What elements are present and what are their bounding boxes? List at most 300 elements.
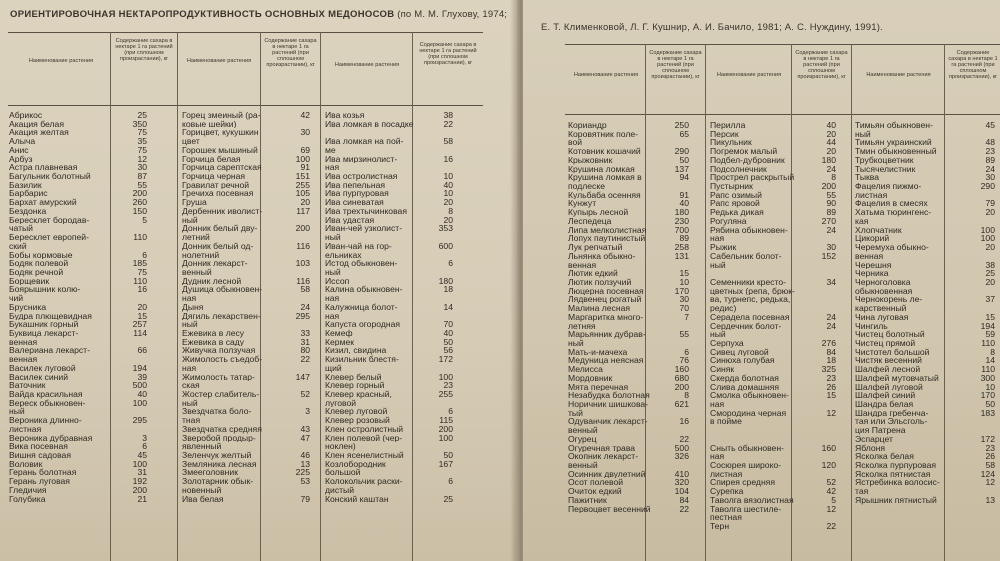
header-bottom-rule (565, 114, 1000, 115)
plant-name: Гравилат речной (182, 180, 250, 190)
plant-name: Шандра белая (855, 400, 914, 409)
plant-name: Смородина черная (710, 408, 787, 418)
table-row (325, 189, 455, 198)
table-row (710, 435, 838, 444)
table-row (9, 303, 149, 312)
sugar-value: 12 (985, 478, 995, 488)
plant-name: Ива ломкая на пой- (325, 137, 404, 146)
sugar-value: 7 (684, 312, 689, 322)
table-row (182, 181, 312, 190)
plant-name: Сердечник болот- (710, 321, 782, 331)
sugar-value: 18 (443, 285, 453, 295)
sugar-value: 89 (679, 234, 689, 244)
table-row (9, 416, 149, 425)
table-row (182, 259, 312, 268)
plant-name: Кизильник блестя- (325, 355, 399, 364)
sugar-value: 110 (981, 338, 995, 348)
table-row (182, 468, 312, 477)
table-row (568, 470, 691, 479)
plant-name: тая (855, 487, 869, 496)
sugar-value (310, 416, 312, 425)
plant-name: Люцерна посевная (568, 286, 644, 296)
plant-name: Фацелия пижмо- (855, 182, 922, 191)
plant-name: ская (182, 381, 200, 390)
plant-name: Огурец (568, 434, 597, 444)
table-row (9, 338, 149, 347)
plant-name: Бересклет бородав- (9, 215, 90, 225)
plant-name: Алыча (9, 137, 36, 146)
plant-name: Донник лекарст- (182, 259, 248, 268)
sugar-value: 20 (985, 243, 995, 252)
sugar-value: 114 (133, 328, 147, 338)
table-row (182, 163, 312, 172)
table-row (855, 496, 997, 505)
sugar-value: 100 (295, 154, 310, 164)
sugar-value: 58 (300, 285, 310, 295)
sugar-value: 42 (826, 487, 836, 496)
plant-name: Чистец болотный (855, 330, 925, 339)
plant-name: Спирея средняя (710, 478, 775, 488)
table-row (568, 208, 691, 217)
sugar-value (836, 261, 838, 270)
sugar-value: 200 (132, 485, 147, 495)
table-row (325, 207, 455, 216)
sugar-value: 167 (438, 459, 453, 469)
table-row (568, 295, 691, 304)
sugar-value (689, 322, 691, 331)
table-row (855, 287, 997, 296)
plant-name: Чина луговая (855, 312, 909, 322)
table-row (710, 356, 838, 365)
plant-name: Брусника (9, 302, 47, 312)
table-row (325, 242, 455, 251)
table-row (710, 217, 838, 226)
table-row (325, 399, 455, 408)
table-row (182, 120, 312, 129)
sugar-value: 152 (821, 251, 836, 261)
sugar-value: 55 (679, 330, 689, 339)
table-row (325, 451, 455, 460)
sugar-value (995, 287, 997, 296)
table-row (710, 243, 838, 252)
plant-name: Воловик (9, 459, 43, 469)
table-row (325, 425, 455, 434)
plant-name: новенный (182, 485, 222, 495)
table-row (855, 391, 997, 400)
table-row (568, 409, 691, 418)
plant-name: Ива синеватая (325, 198, 384, 207)
table-row (9, 407, 149, 416)
table-row (325, 364, 455, 373)
plant-name: Ива пурпуровая (325, 189, 389, 199)
table-row (568, 173, 691, 182)
sugar-value: 38 (443, 111, 453, 120)
plant-name: Трубкоцветник (855, 155, 914, 165)
sugar-value (310, 251, 312, 260)
plant-name: Подсолнечник (710, 164, 767, 174)
plant-name: Жимолость татар- (182, 372, 255, 382)
column-header-name: Наименование растения (186, 58, 252, 64)
table-row (9, 312, 149, 321)
plant-name: Кульбаба осенняя (568, 190, 641, 200)
plant-name: Земляника лесная (182, 459, 257, 469)
sugar-value: 192 (132, 477, 147, 486)
table-row (9, 111, 149, 120)
table-row (855, 278, 997, 287)
table-row (568, 287, 691, 296)
sugar-value (453, 233, 455, 242)
table-row (9, 285, 149, 294)
sugar-value: 320 (674, 478, 689, 488)
table-row (568, 461, 691, 470)
sugar-value (836, 452, 838, 461)
sugar-value: 8 (448, 206, 453, 216)
plant-name: Горчица черная (182, 172, 246, 181)
plant-name: Рапс озимый (710, 190, 762, 200)
plant-name: Перилла (710, 121, 746, 130)
plant-name: Кизил, свидина (325, 346, 387, 356)
table-row (568, 339, 691, 348)
sugar-value (689, 461, 691, 470)
table-row (568, 417, 691, 426)
sugar-value: 258 (674, 243, 689, 252)
table-column-3 (325, 111, 455, 503)
table-row (182, 407, 312, 416)
sugar-value (310, 137, 312, 146)
table-row (710, 234, 838, 243)
table-row (9, 477, 149, 486)
plant-name: Горец змеиный (ра- (182, 111, 261, 120)
table-row (182, 434, 312, 443)
plant-name: Герань болотная (9, 468, 77, 478)
plant-name: редис) (710, 304, 737, 313)
sugar-value: 20 (300, 198, 310, 207)
plant-name: Крыжовник (568, 155, 613, 165)
plant-name: Таволга вязолистная (710, 495, 794, 505)
plant-name: Звездчатка боло- (182, 407, 252, 417)
plant-name: Крушина ломкая (568, 164, 635, 174)
table-row (855, 234, 997, 243)
plant-name: Осинник двулетний (568, 469, 646, 479)
plant-name: Пажитник (568, 495, 607, 505)
plant-name: Осот полевой (568, 478, 624, 488)
sugar-value: 90 (826, 199, 836, 209)
plant-name: Бездонка (9, 206, 47, 216)
sugar-value: 45 (137, 451, 147, 460)
plant-name: Вероника длинно- (9, 416, 82, 425)
sugar-value: 16 (443, 154, 453, 164)
table-row (182, 268, 312, 277)
table-row (182, 495, 312, 504)
plant-name: Чернокорень ле- (855, 295, 923, 305)
plant-name: пестная (710, 513, 742, 523)
sugar-value: 276 (821, 338, 836, 348)
sugar-value: 84 (679, 495, 689, 505)
table-row (182, 320, 312, 329)
table-row (568, 243, 691, 252)
table-row (568, 182, 691, 191)
sugar-value: 200 (821, 182, 836, 191)
sugar-value: 150 (132, 206, 147, 216)
sugar-value: 290 (980, 182, 995, 191)
sugar-value: 30 (826, 243, 836, 252)
sugar-value: 6 (448, 259, 453, 268)
column-header-sugar: Содержание сахара в нектаре 1 га растений (при сплошном произрастании), кг (948, 50, 998, 80)
table-row (325, 277, 455, 286)
plant-name: Анис (9, 145, 29, 155)
plant-name: Будра плющевидная (9, 311, 92, 321)
sugar-value (836, 426, 838, 435)
plant-name: Иссоп (325, 276, 350, 286)
table-row (710, 165, 838, 174)
plant-name: Змееголовник (182, 468, 238, 478)
table-row (182, 224, 312, 233)
plant-name: Сныть обыкновен- (710, 443, 784, 453)
plant-name: Борщевик (9, 276, 50, 286)
table-row (710, 452, 838, 461)
plant-name: Буквица лекарст- (9, 328, 79, 338)
sugar-value: 24 (826, 225, 836, 235)
sugar-value: 8 (684, 391, 689, 400)
sugar-value: 295 (295, 311, 310, 321)
plant-name: ный (710, 330, 726, 339)
table-row (710, 339, 838, 348)
plant-name: Огуречная трава (568, 443, 636, 453)
table-row (855, 156, 997, 165)
sugar-value: 14 (985, 356, 995, 366)
table-row (568, 391, 691, 400)
plant-name: Малина лесная (568, 304, 631, 313)
sugar-value: 15 (137, 311, 147, 321)
table-row (325, 233, 455, 242)
table-row (855, 330, 997, 339)
column-header-sugar: Содержание сахара в нектаре 1 га растений (при сплошном произрастании), кг (264, 38, 317, 68)
sugar-value: 180 (674, 208, 689, 217)
plant-name: венная (9, 337, 38, 347)
plant-name: ная (325, 163, 340, 173)
sugar-value: 37 (985, 295, 995, 305)
table-row (9, 399, 149, 408)
sugar-value: 24 (826, 164, 836, 174)
sugar-value: 75 (137, 145, 147, 155)
table-row (9, 251, 149, 260)
sugar-value: 91 (300, 163, 310, 173)
table-row (568, 138, 691, 147)
plant-name: Черешня (855, 260, 892, 270)
table-row (710, 138, 838, 147)
table-row (325, 303, 455, 312)
sugar-value: 91 (679, 190, 689, 200)
table-row (9, 233, 149, 242)
sugar-value: 23 (826, 373, 836, 383)
sugar-value: 45 (985, 121, 995, 130)
table-row (325, 329, 455, 338)
sugar-value: 250 (674, 121, 689, 130)
table-row (710, 478, 838, 487)
table-row (9, 242, 149, 251)
sugar-value (147, 425, 149, 434)
plant-name: Ива пепельная (325, 180, 386, 190)
sugar-value: 56 (443, 346, 453, 356)
plant-name: Ясколка белая (855, 452, 914, 462)
table-row (710, 444, 838, 453)
table-row (710, 522, 838, 531)
plant-name: Персик (710, 129, 739, 139)
table-column-2 (182, 111, 312, 503)
table-row (855, 478, 997, 487)
table-row (325, 320, 455, 329)
plant-name: ная (710, 234, 725, 244)
table-row (568, 435, 691, 444)
table-row (710, 199, 838, 208)
sugar-value (836, 513, 838, 522)
plant-name: Горицвет, кукушкин (182, 128, 259, 138)
table-column-6 (855, 121, 997, 505)
sugar-value: 100 (132, 398, 147, 408)
sugar-value: 40 (137, 390, 147, 399)
table-row (9, 425, 149, 434)
sugar-value: 300 (980, 373, 995, 383)
sugar-value: 15 (985, 312, 995, 322)
plant-name: Тимьян украинский (855, 138, 932, 148)
table-row (855, 365, 997, 374)
sugar-value (147, 242, 149, 251)
sugar-value (310, 233, 312, 242)
plant-name: Голубика (9, 494, 46, 504)
plant-name: Мордовник (568, 373, 613, 383)
plant-name: Вереск обыкновен- (9, 398, 86, 408)
sugar-value: 79 (985, 199, 995, 209)
plant-name: Кемеф (325, 328, 353, 338)
sugar-value: 75 (137, 267, 147, 277)
table-row (9, 364, 149, 373)
plant-name: Клевер белый (325, 372, 382, 382)
sugar-value: 38 (985, 260, 995, 270)
plant-name: листная (855, 190, 888, 200)
sugar-value: 26 (826, 382, 836, 392)
sugar-value: 84 (826, 347, 836, 357)
table-row (855, 182, 997, 191)
table-row (855, 165, 997, 174)
table-row (182, 128, 312, 137)
sugar-value (689, 426, 691, 435)
plant-name: Калина обыкновен- (325, 285, 403, 295)
sugar-value: 66 (137, 346, 147, 356)
plant-name (710, 426, 836, 435)
table-row (182, 216, 312, 225)
table-row (9, 381, 149, 390)
plant-name: вой (568, 138, 583, 148)
sugar-value: 43 (300, 424, 310, 434)
plant-name: Крушина ломкая в (568, 173, 642, 183)
plant-name: ва, турнепс, редька, (710, 295, 791, 305)
sugar-value: 700 (674, 225, 689, 235)
table-row (325, 216, 455, 225)
table-row (9, 451, 149, 460)
table-row (9, 355, 149, 364)
plant-name: Сосюрея широко- (710, 461, 782, 470)
table-row (568, 374, 691, 383)
table-row (325, 416, 455, 425)
plant-name: Иван-чай на гор- (325, 241, 392, 251)
table-row (710, 269, 838, 278)
sugar-value: 116 (296, 241, 310, 251)
plant-name: Истод обыкновен- (325, 259, 398, 268)
plant-name: Лютик едкий (568, 269, 618, 278)
sugar-value (995, 130, 997, 139)
sugar-value: 12 (826, 504, 836, 514)
column-header-sugar: Содержание сахара в нектаре 1 га растений (при сплошном произрастании), кг (795, 50, 848, 80)
table-row (855, 295, 997, 304)
table-row (710, 365, 838, 374)
sugar-value: 16 (679, 417, 689, 427)
sugar-value: 31 (300, 337, 310, 347)
table-title-left: ОРИЕНТИРОВОЧНАЯ НЕКТАРОПРОДУКТИВНОСТЬ ОСНОВНЫХ МЕДОНОСОВ (по М. М. Глухову, 1974; (10, 9, 508, 20)
sugar-value (310, 294, 312, 303)
table-row (710, 409, 838, 418)
table-row (325, 495, 455, 504)
plant-name: ный (182, 320, 198, 329)
table-row (855, 199, 997, 208)
table-row (855, 173, 997, 182)
sugar-value: 30 (679, 295, 689, 305)
plant-name: Пикульник (710, 138, 752, 148)
table-row (855, 322, 997, 331)
sugar-value: 350 (132, 119, 147, 129)
plant-name: Шалфей синий (855, 391, 916, 400)
sugar-value: 100 (980, 234, 995, 244)
plant-name: ный (182, 215, 198, 225)
plant-name: Подбел-дубровник (710, 155, 785, 165)
plant-name: Ива ломкая в посадке (325, 119, 414, 129)
plant-name: Синюха голубая (710, 356, 775, 366)
table-row (568, 478, 691, 487)
sugar-value: 255 (438, 390, 453, 399)
plant-name: Пустырник (710, 182, 753, 191)
sugar-value (836, 234, 838, 243)
table-row (855, 226, 997, 235)
plant-name: Бархат амурский (9, 198, 77, 207)
sugar-value (453, 312, 455, 321)
plant-name: в пойме (710, 417, 742, 427)
table-row (182, 303, 312, 312)
table-row (855, 191, 997, 200)
plant-name: Клевер луговой (325, 407, 388, 417)
sugar-value: 180 (821, 155, 836, 165)
table-row (855, 304, 997, 313)
table-row (568, 199, 691, 208)
sugar-value: 50 (443, 337, 453, 347)
plant-name: Шалфей мутовчатый (855, 373, 939, 383)
table-row (568, 261, 691, 270)
plant-name: летняя (568, 321, 596, 331)
plant-name: Серадела посевная (710, 312, 790, 322)
table-row (568, 313, 691, 322)
column-header-name: Наименование растения (28, 58, 94, 64)
plant-name: щий (325, 363, 342, 373)
plant-name: Семенники кресто- (710, 277, 787, 287)
plant-name: Одуванчик лекарст- (568, 417, 648, 427)
table-row (9, 390, 149, 399)
plant-name: ная (325, 294, 340, 303)
plant-name: Леспедеца (568, 216, 612, 226)
table-row (710, 278, 838, 287)
plant-name: Иван-чей узколист- (325, 224, 403, 234)
plant-name: Гречиха посевная (182, 189, 254, 199)
table-row (182, 329, 312, 338)
table-row (182, 172, 312, 181)
sugar-value: 6 (448, 407, 453, 417)
